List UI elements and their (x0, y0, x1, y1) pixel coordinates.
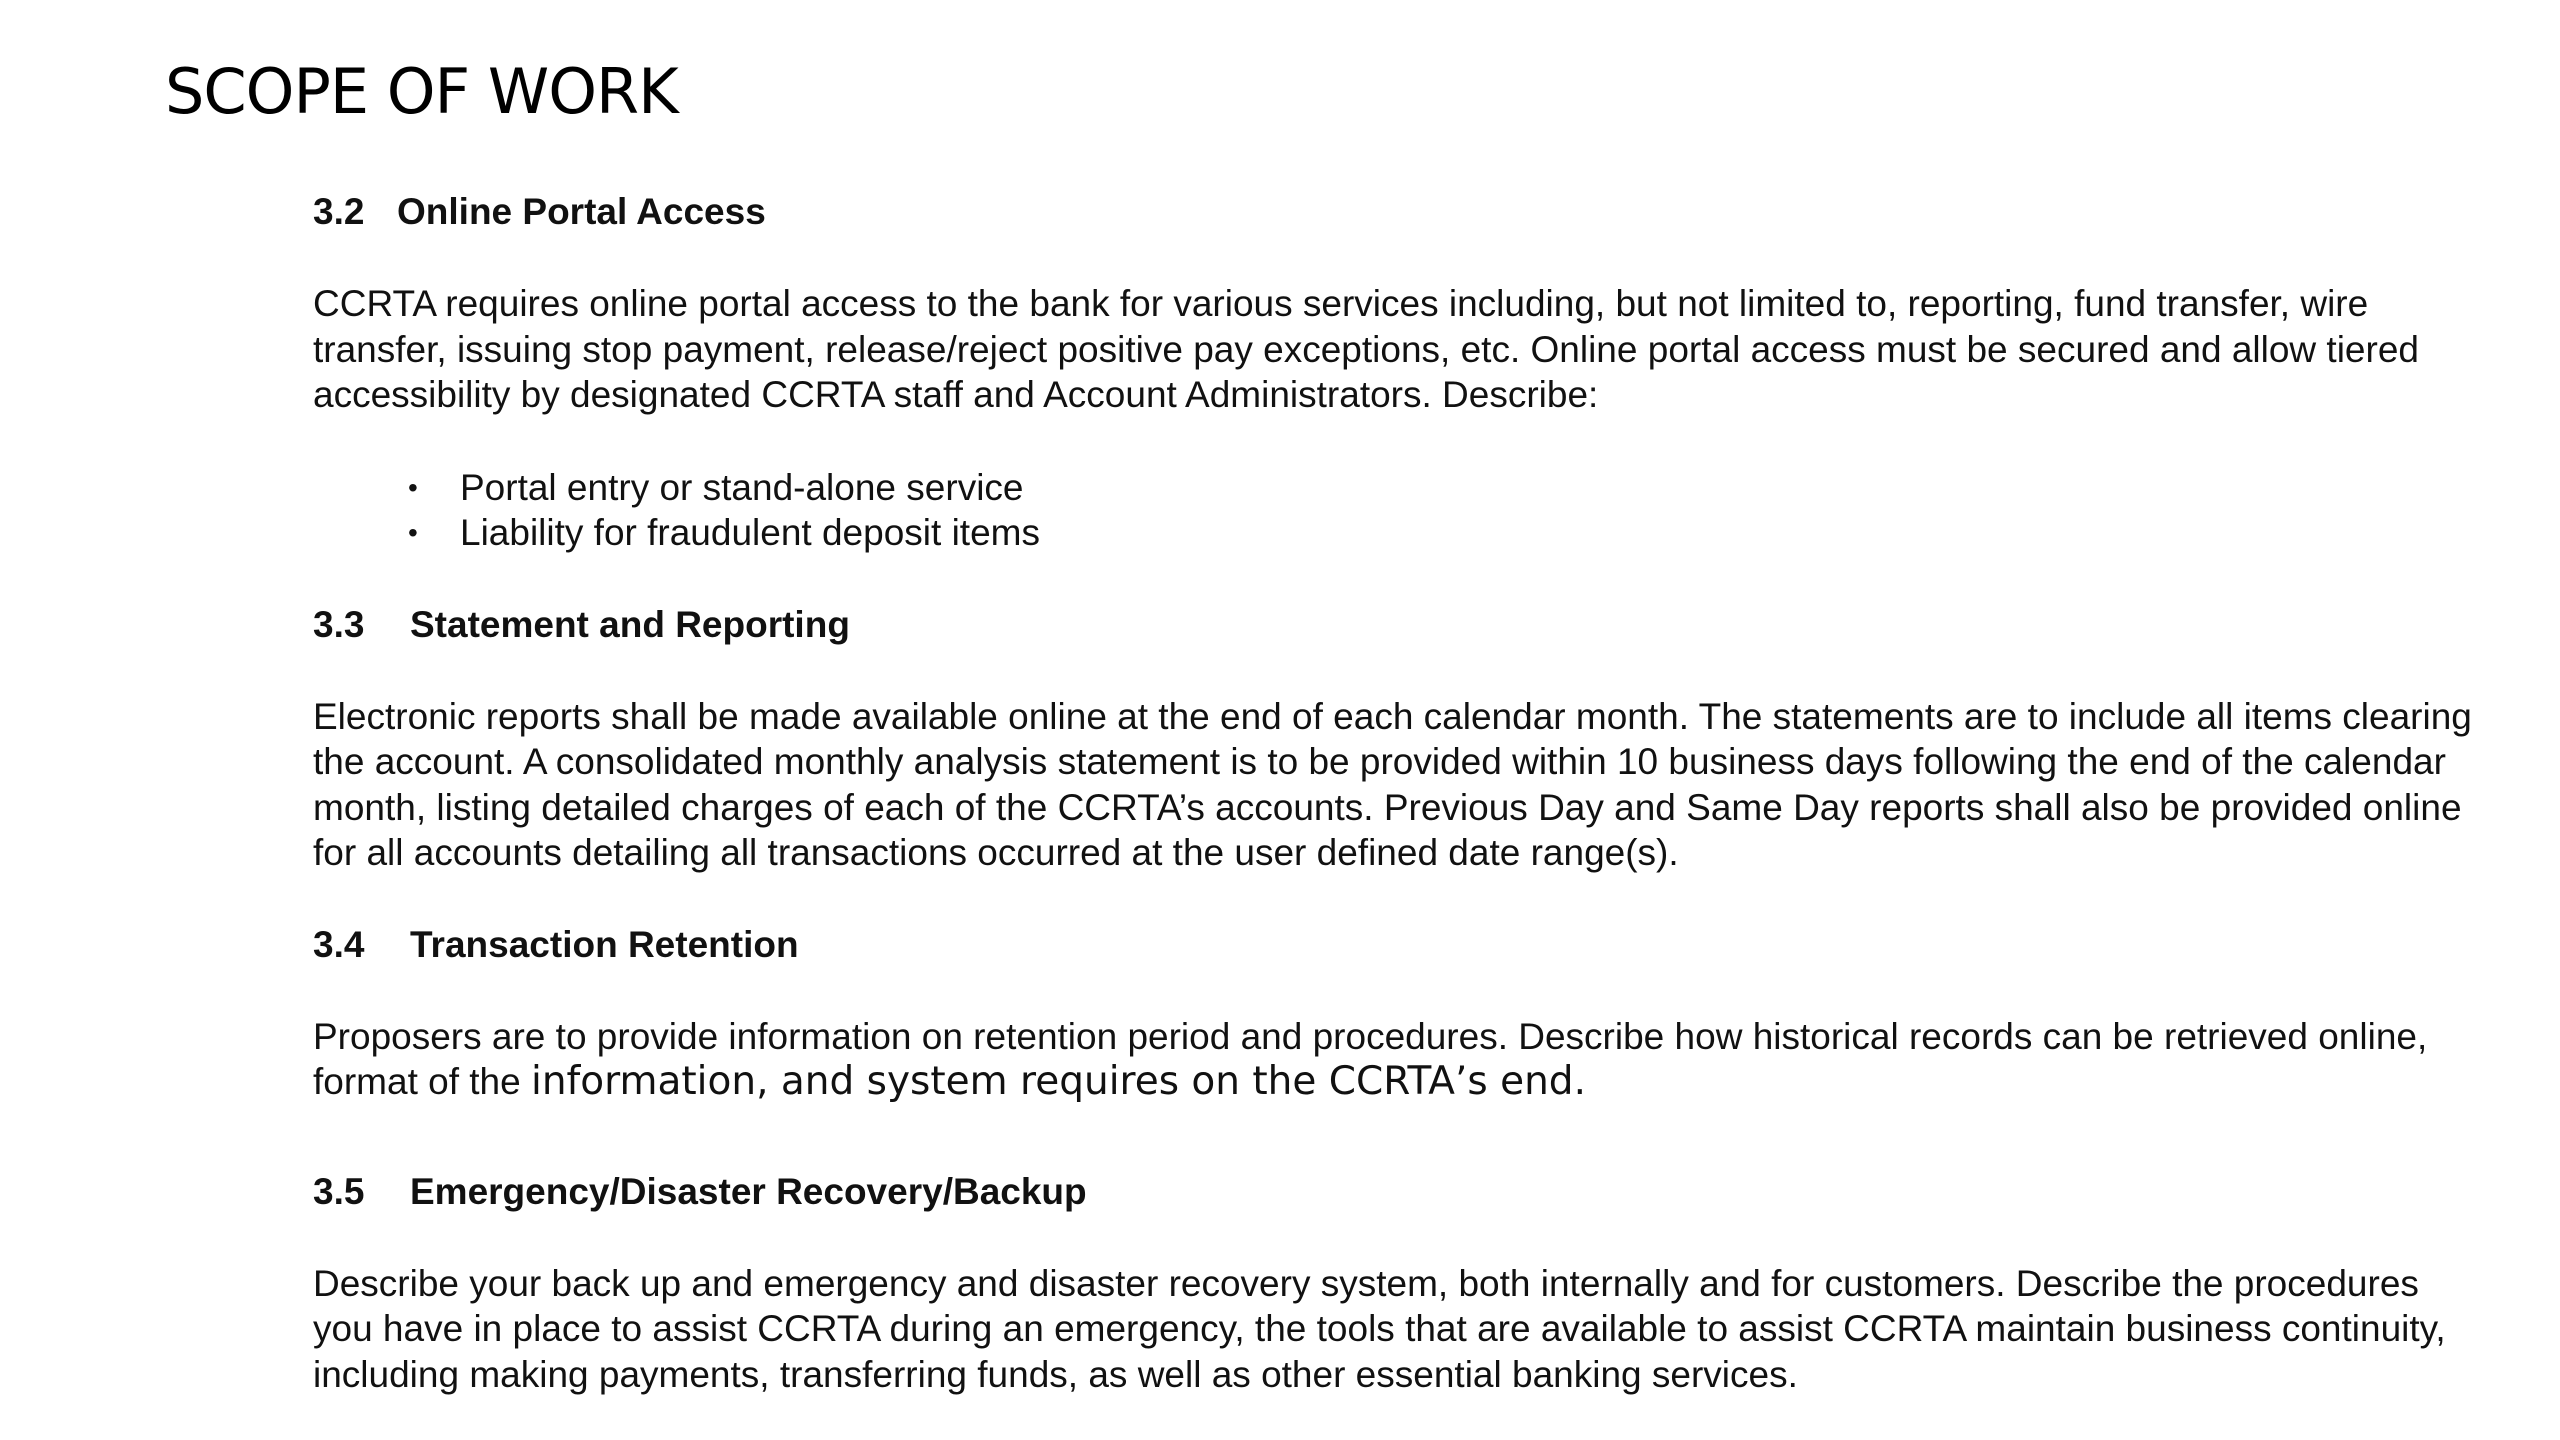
section-paragraph-3-4 (313, 1014, 2553, 1105)
document-body (313, 190, 2553, 1397)
paragraph-line: including making payments, transferring funds, as well as other essential banking services. (313, 1353, 1798, 1395)
page-title: SCOPE OF WORK (165, 55, 678, 128)
paragraph-text-large: information, and system requires on the CCRTA’s end. (531, 1059, 1586, 1104)
section-paragraph-3-3 (313, 694, 2553, 876)
section-number: 3.4 (313, 923, 365, 965)
bullet-list (408, 465, 2553, 556)
list-item-text: Portal entry or stand-alone service (460, 466, 1024, 508)
section-title: Transaction Retention (410, 923, 799, 965)
section-title: Emergency/Disaster Recovery/Backup (410, 1170, 1087, 1212)
paragraph-line: CCRTA requires online portal access to the bank for various services including, but not limited to, reporting, fund transfer, wire (313, 283, 2369, 324)
paragraph-line: transfer, issuing stop payment, release/reject positive pay exceptions, etc. Online portal access must be secured and allow tiered (313, 328, 2419, 370)
paragraph-line: Electronic reports shall be made available online at the end of each calendar month. The statements are to include all items clearing (313, 695, 2472, 737)
section-title: Statement and Reporting (410, 603, 850, 645)
bullet-icon: • (408, 471, 418, 503)
section-heading-3-2 (313, 190, 2553, 234)
paragraph-line: the account. A consolidated monthly analysis statement is to be provided within 10 business days following the end of the calendar (313, 741, 2446, 782)
section-heading-3-4 (313, 923, 2553, 967)
section-number: 3.5 (313, 1170, 365, 1212)
section-heading-3-3 (313, 603, 2553, 647)
paragraph-text: format of the (313, 1061, 531, 1102)
paragraph-line: accessibility by designated CCRTA staff and Account Administrators. Describe: (313, 374, 1599, 415)
section-paragraph-3-5 (313, 1261, 2553, 1398)
list-item (408, 465, 2553, 511)
paragraph-line-mixed (313, 1059, 2553, 1105)
section-heading-3-5 (313, 1170, 2553, 1214)
paragraph-line: for all accounts detailing all transactions occurred at the user defined date range(s). (313, 832, 1679, 873)
paragraph-line: Describe your back up and emergency and disaster recovery system, both internally and for customers. Describe the procedures (313, 1262, 2419, 1304)
section-number: 3.3 (313, 603, 365, 645)
list-item-text: Liability for fraudulent deposit items (460, 512, 1040, 553)
paragraph-line: Proposers are to provide information on retention period and procedures. Describe how historical records can be retrieved online, (313, 1015, 2428, 1057)
bullet-icon: • (408, 517, 418, 548)
paragraph-line: month, listing detailed charges of each of the CCRTA’s accounts. Previous Day and Same Day reports shall also be provided online (313, 786, 2462, 828)
list-item (408, 510, 2553, 556)
section-title: Online Portal Access (397, 191, 766, 232)
paragraph-line: you have in place to assist CCRTA during an emergency, the tools that are available to assist CCRTA maintain business continuity, (313, 1308, 2446, 1349)
section-paragraph-3-2 (313, 281, 2553, 418)
section-number: 3.2 (313, 191, 365, 232)
